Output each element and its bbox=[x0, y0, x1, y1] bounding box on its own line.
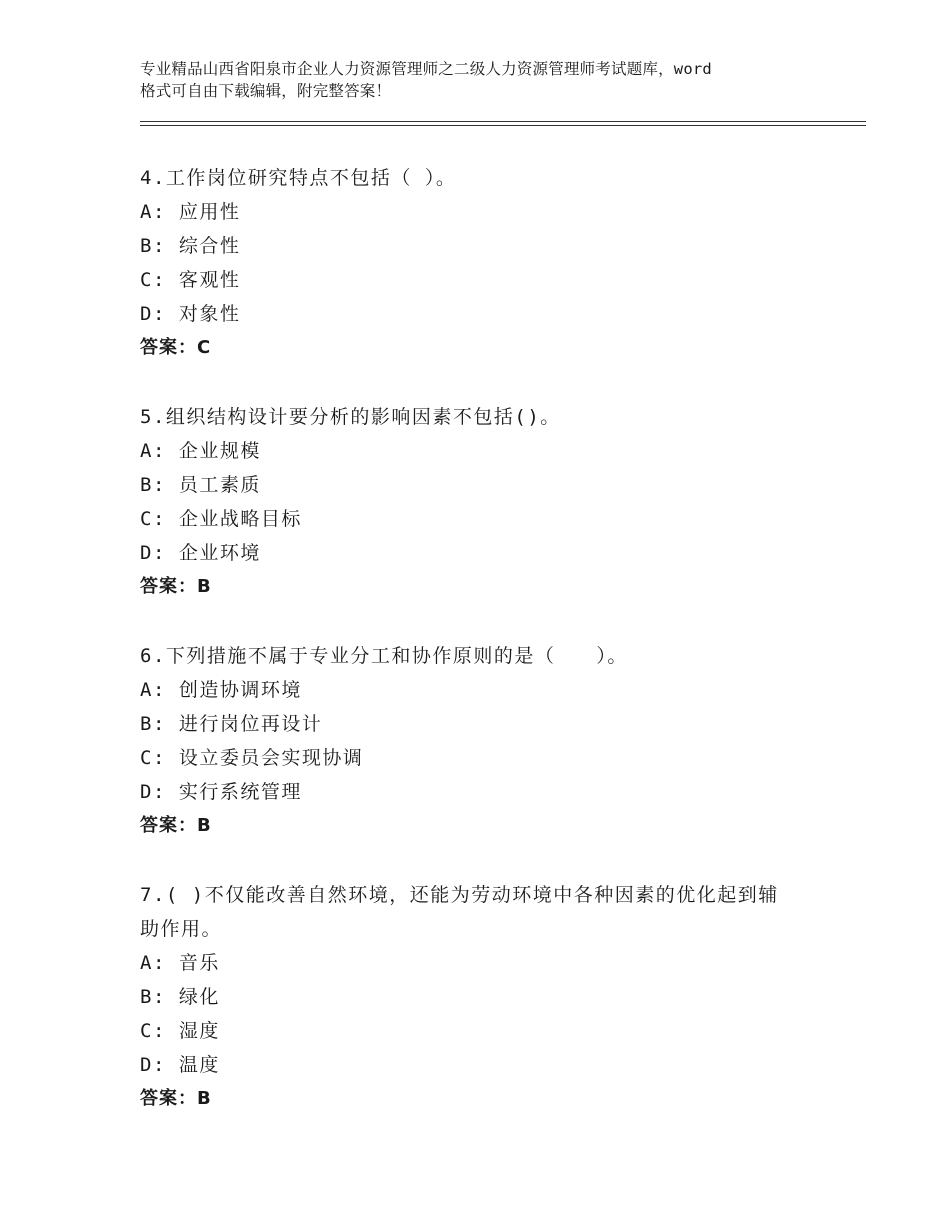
option-c: C: 企业战略目标 bbox=[140, 508, 302, 530]
option-b: B: 综合性 bbox=[140, 235, 241, 257]
question-4 bbox=[140, 161, 820, 365]
question-stem-line-1: 7.( )不仅能改善自然环境，还能为劳动环境中各种因素的优化起到辅 bbox=[140, 884, 779, 906]
question-7 bbox=[140, 878, 820, 1116]
option-a: A: 应用性 bbox=[140, 201, 241, 223]
answer: 答案：C bbox=[140, 337, 212, 358]
option-b: B: 员工素质 bbox=[140, 474, 261, 496]
answer: 答案：B bbox=[140, 1088, 212, 1109]
question-stem: 4.工作岗位研究特点不包括（ ）。 bbox=[140, 167, 457, 189]
question-stem: 5.组织结构设计要分析的影响因素不包括()。 bbox=[140, 406, 561, 428]
option-d: D: 企业环境 bbox=[140, 542, 261, 564]
header-divider-double bbox=[140, 125, 866, 126]
header-line-1: 专业精品山西省阳泉市企业人力资源管理师之二级人力资源管理师考试题库，word bbox=[140, 60, 712, 78]
header-divider bbox=[140, 121, 866, 122]
document-header bbox=[140, 58, 830, 102]
question-6 bbox=[140, 639, 820, 843]
option-c: C: 设立委员会实现协调 bbox=[140, 747, 364, 769]
answer: 答案：B bbox=[140, 815, 212, 836]
header-line-2: 格式可自由下载编辑，附完整答案！ bbox=[140, 82, 392, 100]
question-stem: 6.下列措施不属于专业分工和协作原则的是（ ）。 bbox=[140, 645, 628, 667]
answer: 答案：B bbox=[140, 576, 212, 597]
question-stem-line-2: 助作用。 bbox=[140, 918, 223, 940]
option-d: D: 温度 bbox=[140, 1054, 220, 1076]
option-a: A: 创造协调环境 bbox=[140, 679, 302, 701]
question-5 bbox=[140, 400, 820, 604]
option-d: D: 对象性 bbox=[140, 303, 241, 325]
option-c: C: 湿度 bbox=[140, 1020, 220, 1042]
option-b: B: 进行岗位再设计 bbox=[140, 713, 323, 735]
option-d: D: 实行系统管理 bbox=[140, 781, 302, 803]
option-c: C: 客观性 bbox=[140, 269, 241, 291]
option-a: A: 音乐 bbox=[140, 952, 220, 974]
option-b: B: 绿化 bbox=[140, 986, 220, 1008]
option-a: A: 企业规模 bbox=[140, 440, 261, 462]
